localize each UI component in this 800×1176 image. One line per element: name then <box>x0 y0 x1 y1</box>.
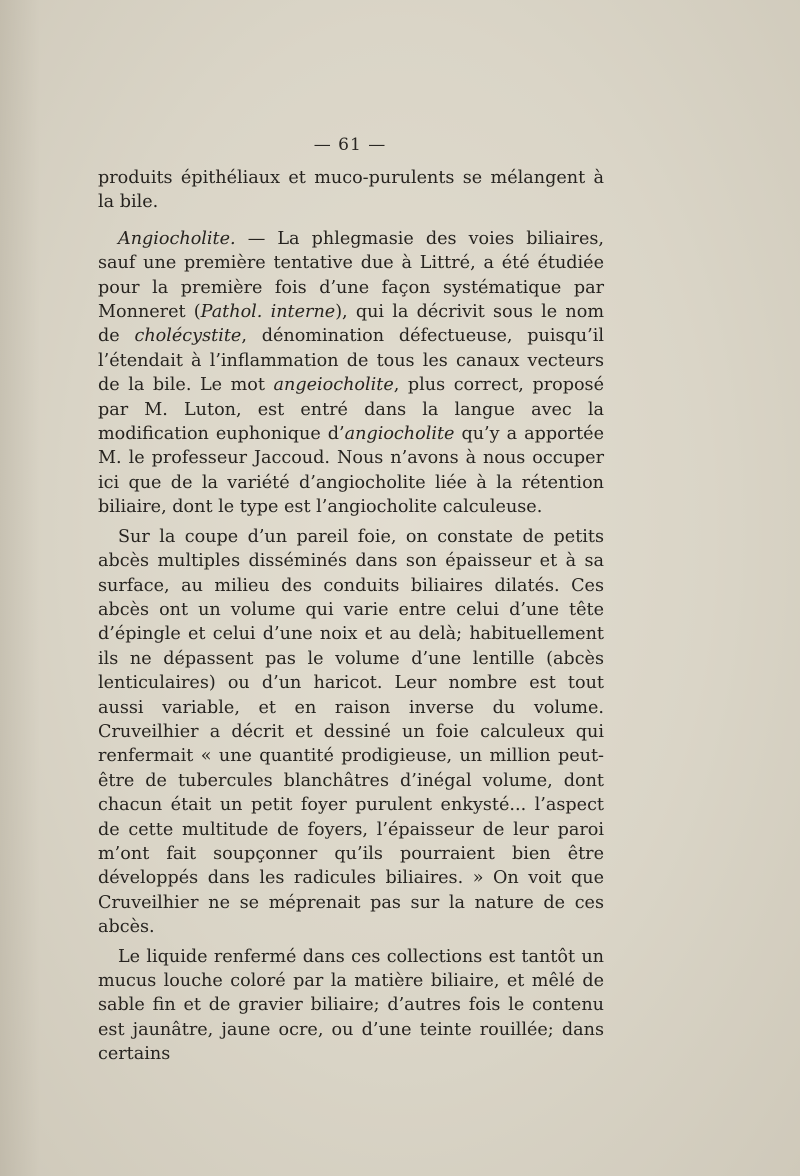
paragraph-liquide: Le liquide renfermé dans ces collections est tantôt un mucus louche coloré par la matière biliaire, et mêlé de sable fin et de gravier biliaire; d’autres fois le contenu est jaunâtre, jaune ocre, ou d’une teinte rouillée; dans certains <box>98 946 604 1065</box>
paragraph-text: ), qui la décrivit sous le nom de <box>98 302 604 347</box>
term: angeiocholite <box>273 375 394 396</box>
paragraph-text: , dénomination défectueuse, puisqu’il l’étendait à l’inflammation de tous les canaux vecteurs de la bile. Le mot <box>98 326 604 396</box>
page-number: — 61 — <box>313 135 387 155</box>
section-heading: Angiocholite. <box>118 228 236 249</box>
body-text <box>98 166 604 1067</box>
term: angiocholite <box>344 424 455 445</box>
paragraph-text: qu’y a apportée M. le professeur Jaccoud. Nous n’avons à nous occuper ici que de la variété d’angiocholite liée à la rétention biliaire, dont le type est l’angiocholite calculeuse. <box>98 424 604 518</box>
paragraph-angiocholite <box>98 227 604 520</box>
paragraph-continuation: produits épithéliaux et muco-purulents se mélangent à la bile. <box>98 168 604 213</box>
term: cholécystite <box>134 326 242 347</box>
paragraph-abces: Sur la coupe d’un pareil foie, on constate de petits abcès multiples disséminés dans son épaisseur et à sa surface, au milieu des conduits biliaires dilatés. Ces abcès ont un volume qui varie entre celui d’une tête d’épingle et celui d’une noix et au delà; habituellement ils ne dépassent pas le volume d’une lentille (abcès lenticulaires) ou d’un haricot. Leur nombre est tout aussi variable, et en raison inverse du volume. Cruveilhier a décrit et dessiné un foie calculeux qui renfermait « une quantité prodigieuse, un million peut-être de tubercules blanchâtres d’inégal volume, dont chacun était un petit foyer purulent enkysté... l’aspect de cette multitude de foyers, l’épaisseur de leur paroi m’ont fait soupçonner qu’ils pourraient bien être développés dans les radicules biliaires. » On voit que Cruveilhier ne se méprenait pas sur la nature de ces abcès. <box>98 526 604 938</box>
paragraph-text: — La phlegmasie des voies biliaires, sauf une première tentative due à Littré, a été étudiée pour la première fois d’une façon systématique par Monneret ( <box>98 228 604 323</box>
paragraph-text: , plus correct, proposé par M. Luton, est entré dans la langue avec la modification euphonique d’ <box>98 375 605 445</box>
reference-title: Pathol. interne <box>200 302 336 323</box>
